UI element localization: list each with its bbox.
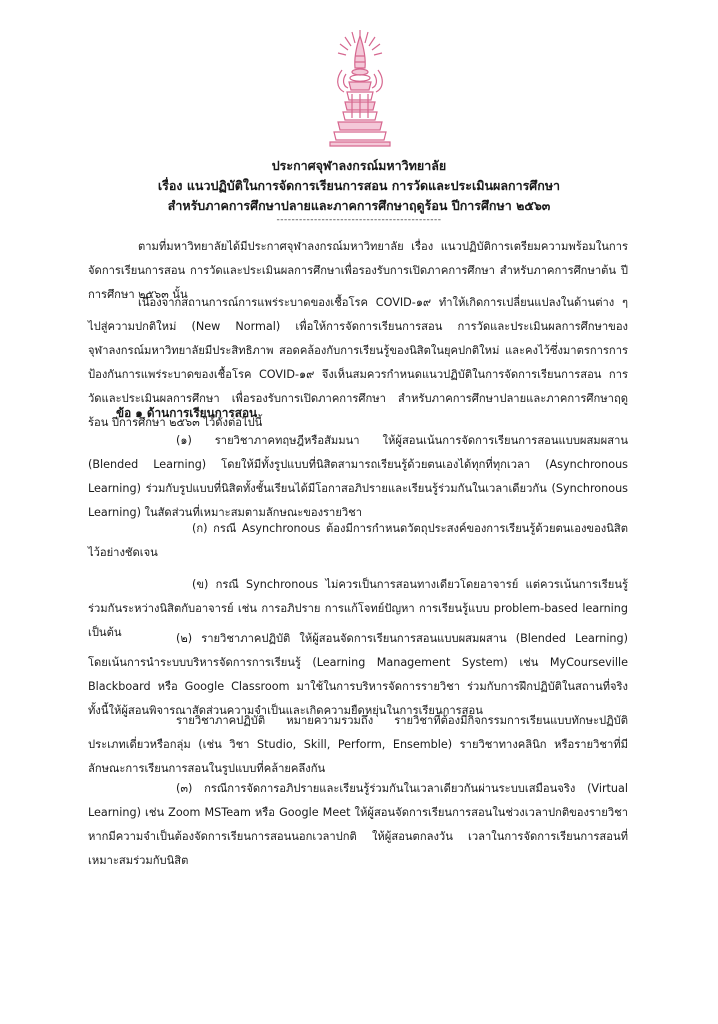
phra-kiao-emblem-icon <box>322 22 398 150</box>
item-1: (๑) รายวิชาภาคทฤษฎีหรือสัมมนา ให้ผู้สอนเน้นการจัดการเรียนการสอนแบบผสมผสาน (Blended Learning) โดยให้มีทั้งรูปแบบที่นิสิตสามารถเรียนรู้ด้วยตนเองได้ทุกที่ทุกเวลา (Asynchronous Learning) ร่วมกับรูปแบบที่นิสิตทั้งชั้นเรียนได้มีโอกาสอภิปรายและเรียนรู้ร่วมกันในเวลาเดียวกัน (Synchronous Learning) ในสัดส่วนที่เหมาะสมตามลักษณะของรายวิชา <box>88 434 628 519</box>
announcement-subject: เรื่อง แนวปฏิบัติในการจัดการเรียนการสอน การวัดและประเมินผลการศึกษา <box>157 178 561 193</box>
item-2-note-block <box>88 709 628 781</box>
item-1a-block <box>88 517 628 565</box>
announcement-title: ประกาศจุฬาลงกรณ์มหาวิทยาลัย <box>271 158 447 173</box>
item-1b: (ข) กรณี Synchronous ไม่ควรเป็นการสอนทางเดียวโดยอาจารย์ แต่ควรเน้นการเรียนรู้ร่วมกันระหว่างนิสิตกับอาจารย์ เช่น การอภิปราย การแก้โจทย์ปัญหา การเรียนรู้แบบ problem-based learning เป็นต้น <box>88 578 628 639</box>
title-separator: -------------------------------------------- <box>276 215 442 225</box>
item-1a: (ก) กรณี Asynchronous ต้องมีการกำหนดวัตถุประสงค์ของการเรียนรู้ด้วยตนเองของนิสิตไว้อย่างชัดเจน <box>88 522 628 559</box>
announcement-scope: สำหรับภาคการศึกษาปลายและภาคการศึกษาฤดูร้อน ปีการศึกษา ๒๕๖๓ <box>167 198 551 213</box>
paragraph-1: ตามที่มหาวิทยาลัยได้มีประกาศจุฬาลงกรณ์มหาวิทยาลัย เรื่อง แนวปฏิบัติการเตรียมความพร้อมในการจัดการเรียนการสอน การวัดและประเมินผลการศึกษาเพื่อรองรับการเปิดภาคการศึกษา สำหรับภาคการศึกษาต้น ปีการศึกษา ๒๕๖๓ นั้น <box>88 240 628 301</box>
paragraph-2: เนื่องจากสถานการณ์การแพร่ระบาดของเชื้อโรค COVID-๑๙ ทำให้เกิดการเปลี่ยนแปลงในด้านต่าง ๆ ไปสู่ความปกติใหม่ (New Normal) เพื่อให้การจัดการเรียนการสอน การวัดและประเมินผลการศึกษาของจุฬาลงกรณ์มหาวิทยาลัยมีประสิทธิภาพ สอดคล้องกับการเรียนรู้ของนิสิตในยุคปกติใหม่ และคงไว้ซึ่งมาตรการการป้องกันการแพร่ระบาดของเชื้อโรค COVID-๑๙ จึงเห็นสมควรกำหนดแนวปฏิบัติในการจัดการเรียนการสอน การวัดและประเมินผลการศึกษา เพื่อรองรับการเปิดภาคการศึกษา สำหรับภาคการศึกษาปลายและภาคการศึกษาฤดูร้อน ปีการศึกษา ๒๕๖๓ ไว้ดังต่อไปนี้ <box>88 296 628 429</box>
item-3-block <box>88 777 628 873</box>
item-2-note: รายวิชาภาคปฏิบัติ หมายความรวมถึง รายวิชาที่ต้องมีกิจกรรมการเรียนแบบทักษะปฏิบัติประเภทเดี่ยวหรือกลุ่ม (เช่น วิชา Studio, Skill, Perform, Ensemble) รายวิชาทางคลินิก หรือรายวิชาที่มีลักษณะการเรียนการสอนในรูปแบบที่คล้ายคลึงกัน <box>88 714 628 775</box>
section-1 <box>88 401 628 425</box>
section-1-heading: ข้อ ๑ ด้านการเรียนการสอน <box>116 406 258 420</box>
item-3: (๓) กรณีการจัดการอภิปรายและเรียนรู้ร่วมกันในเวลาเดียวกันผ่านระบบเสมือนจริง (Virtual Learning) เช่น Zoom MSTeam หรือ Google Meet ให้ผู้สอนจัดการเรียนการสอนในช่วงเวลาปกติของรายวิชา หากมีความจำเป็นต้องจัดการเรียนการสอนนอกเวลาปกติ ให้ผู้สอนตกลงวัน เวลาในการจัดการเรียนการสอนที่เหมาะสมร่วมกับนิสิต <box>88 782 628 867</box>
item-2: (๒) รายวิชาภาคปฏิบัติ ให้ผู้สอนจัดการเรียนการสอนแบบผสมผสาน (Blended Learning) โดยเน้นการนำระบบบริหารจัดการการเรียนรู้ (Learning Management System) เช่น MyCourseville Blackboard หรือ Google Classroom มาใช้ในการบริหารจัดการรายวิชา ร่วมกับการฝึกปฏิบัติในสถานที่จริง ทั้งนี้ให้ผู้สอนพิจารณาสัดส่วนความจำเป็นและเกิดความยืดหยุ่นในการเรียนการสอน <box>88 632 628 717</box>
item-1-block <box>88 429 628 525</box>
